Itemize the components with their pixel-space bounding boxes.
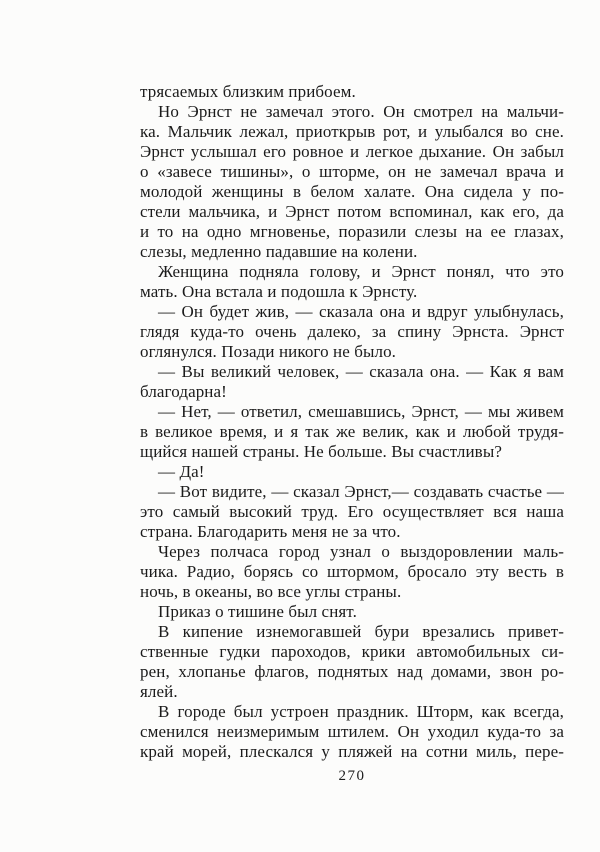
text-line: край морей, плескался у пляжей на сотни миль, пере- [140,742,564,761]
text-line: о «завесе тишины», о шторме, он не замечал врача и [140,162,564,181]
text-line: молодой женщины в белом халате. Она сидела у по- [140,182,564,201]
text-block [140,82,564,762]
text-line: ственные гудки пароходов, крики автомобильных си- [140,642,564,661]
text-line: в великое время, и я так же велик, как и любой трудя- [140,422,564,441]
text-line: — Да! [158,462,205,481]
text-line: — Он будет жив, — сказала она и вдруг улыбнулась, [158,302,564,321]
text-line: Эрнст услышал его ровное и легкое дыхание. Он забыл [140,142,564,161]
text-line: ночь, в океаны, во все углы страны. [140,582,402,601]
text-line: рен, хлопанье флагов, поднятых над домами, звон ро- [140,662,564,681]
text-line: Но Эрнст не замечал этого. Он смотрел на мальчи- [158,102,564,121]
page-number: 270 [338,768,366,784]
text-line: щийся нашей страны. Не больше. Вы счастливы? [140,442,502,461]
text-line: Через полчаса город узнал о выздоровлении маль- [158,542,564,561]
text-line: благодарна! [140,382,227,401]
text-line: В городе был устроен праздник. Шторм, как всегда, [158,702,564,721]
text-line: страна. Благодарить меня не за что. [140,522,401,541]
text-line: мать. Она встала и подошла к Эрнсту. [140,282,418,301]
text-line: — Нет, — ответил, смешавшись, Эрнст, — мы живем [158,402,564,421]
text-line: ка. Мальчик лежал, приоткрыв рот, и улыбался во сне. [140,122,564,141]
text-line: Приказ о тишине был снят. [158,602,357,621]
text-line: слезы, медленно падавшие на колени. [140,242,418,261]
text-line: ялей. [140,682,178,701]
text-line: трясаемых близким прибоем. [140,82,356,101]
text-line: чика. Радио, борясь со штормом, бросало эту весть в [140,562,564,581]
text-line: и то на одно мгновенье, поразили слезы на ее глазах, [140,222,564,241]
text-line: Женщина подняла голову, и Эрнст понял, что это [158,262,564,281]
text-line: — Вы великий человек, — сказала она. — Как я вам [158,362,564,381]
text-line: это самый высокий труд. Его осуществляет вся наша [140,502,564,521]
text-line: В кипение изнемогавшей бури врезались привет- [158,622,564,641]
text-line: оглянулся. Позади никого не было. [140,342,397,361]
text-line: сменился неизмеримым штилем. Он уходил куда-то за [140,722,564,741]
text-line: глядя куда-то очень далеко, за спину Эрнста. Эрнст [140,322,564,341]
text-line: — Вот видите, — сказал Эрнст,— создавать счастье — [158,482,564,501]
text-line: стели мальчика, и Эрнст потом вспоминал, как его, да [140,202,564,221]
